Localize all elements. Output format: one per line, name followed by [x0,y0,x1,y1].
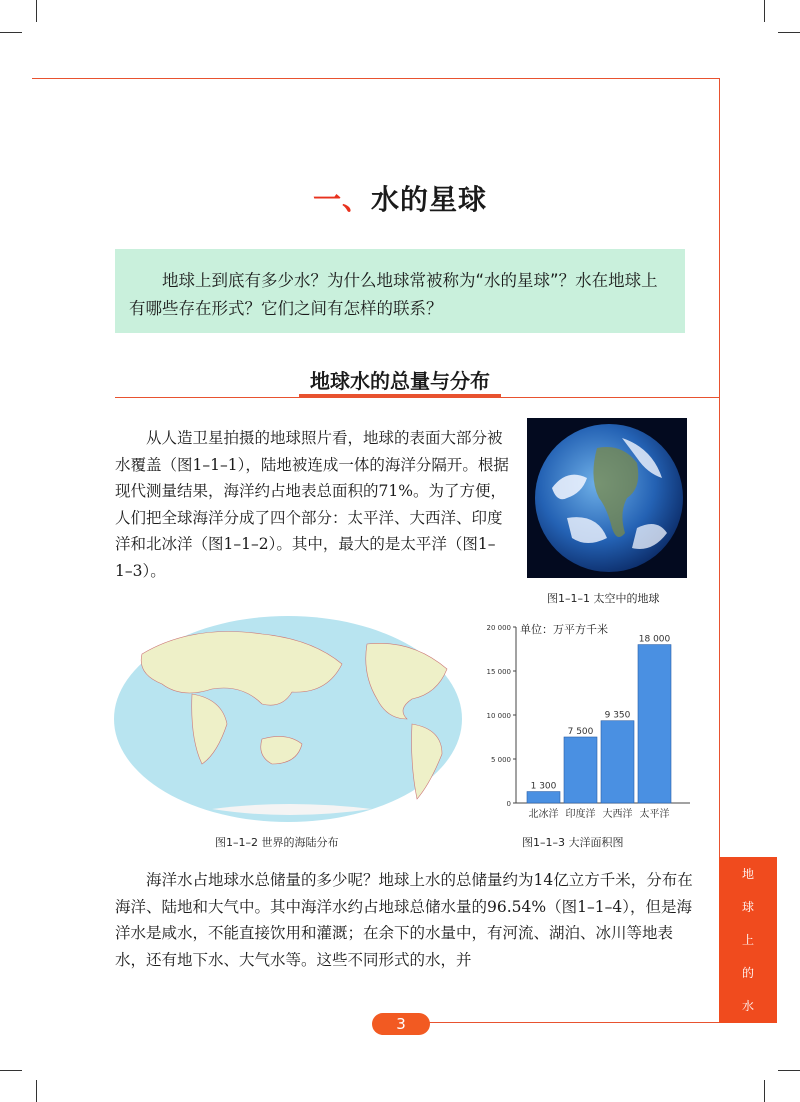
section-title: 地球水的总量与分布 [310,369,490,393]
crop-mark [36,0,37,22]
ocean-area-bar-chart [478,617,700,825]
bar-1 [527,792,560,803]
x-category-label: 太平洋 [639,809,670,820]
y-tick-label: 10 000 [486,712,511,720]
frame-bottom-rule [420,1022,720,1023]
y-tick-label: 0 [506,800,511,808]
chapter-title-text: 水的星球 [371,183,488,216]
chart-unit-label: 单位：万平方千米 [520,623,608,636]
crop-mark [778,1070,800,1071]
bar-2 [564,737,597,803]
y-tick-label: 20 000 [486,624,511,632]
page-number: 3 [372,1013,430,1035]
section-title-bar [299,394,501,398]
bar-value-label: 1 300 [530,781,557,792]
crop-mark [764,0,765,22]
chapter-side-tab [719,857,777,1023]
y-tick-label: 15 000 [486,668,511,676]
frame-top-rule [32,78,720,79]
body-paragraph-2: 海洋水占地球水总储量的多少呢？地球上水的总储量约为14亿立方千米，分布在海洋、陆地和大气中。其中海洋水约占地球总储水量的96.54%（图1–1–4），但是海洋水是咸水，不能直接饮用和灌溉；在余下的水量中，有河流、湖泊、冰川等地表水，还有地下水、大气水等。这些不同形式的水，并 [115,871,693,969]
side-tab-char: 上 [741,933,754,947]
intro-questions-box: 地球上到底有多少水？为什么地球常被称为“水的星球”？水在地球上有哪些存在形式？它们之间有怎样的联系？ [115,249,685,333]
crop-mark [36,1080,37,1102]
chapter-title [0,178,800,218]
side-tab-char: 地 [741,867,754,881]
crop-mark [778,32,800,33]
earth-caption: 图1–1–1 太空中的地球 [547,592,660,605]
crop-mark [764,1080,765,1102]
bar-value-label: 9 350 [604,710,631,721]
earth-from-space-image [527,418,687,578]
world-map-image [112,614,464,824]
chapter-number: 一、 [312,183,371,216]
x-category-label: 北冰洋 [528,809,559,820]
body-paragraph-1: 从人造卫星拍摄的地球照片看，地球的表面大部分被水覆盖（图1–1–1），陆地被连成一体的海洋分隔开。根据现代测量结果，海洋约占地表总面积的71%。为了方便，人们把全球海洋分成了四个部分：太平洋、大西洋、印度洋和北冰洋（图1–1–2）。其中，最大的是太平洋（图1–1–3）。 [115,429,509,580]
crop-mark [0,1070,22,1071]
x-category-label: 大西洋 [602,809,633,820]
bar-value-label: 18 000 [638,634,671,645]
map-caption: 图1–1–2 世界的海陆分布 [215,836,339,849]
bar-4 [638,645,671,803]
side-tab-char: 的 [741,966,754,980]
chart-caption: 图1–1–3 大洋面积图 [522,836,624,849]
side-tab-char: 球 [741,900,754,914]
x-category-label: 印度洋 [565,809,596,820]
crop-mark [0,32,22,33]
side-tab-char: 水 [741,999,754,1013]
y-tick-label: 5 000 [490,756,511,764]
bar-3 [601,721,634,803]
bar-value-label: 7 500 [567,727,594,737]
